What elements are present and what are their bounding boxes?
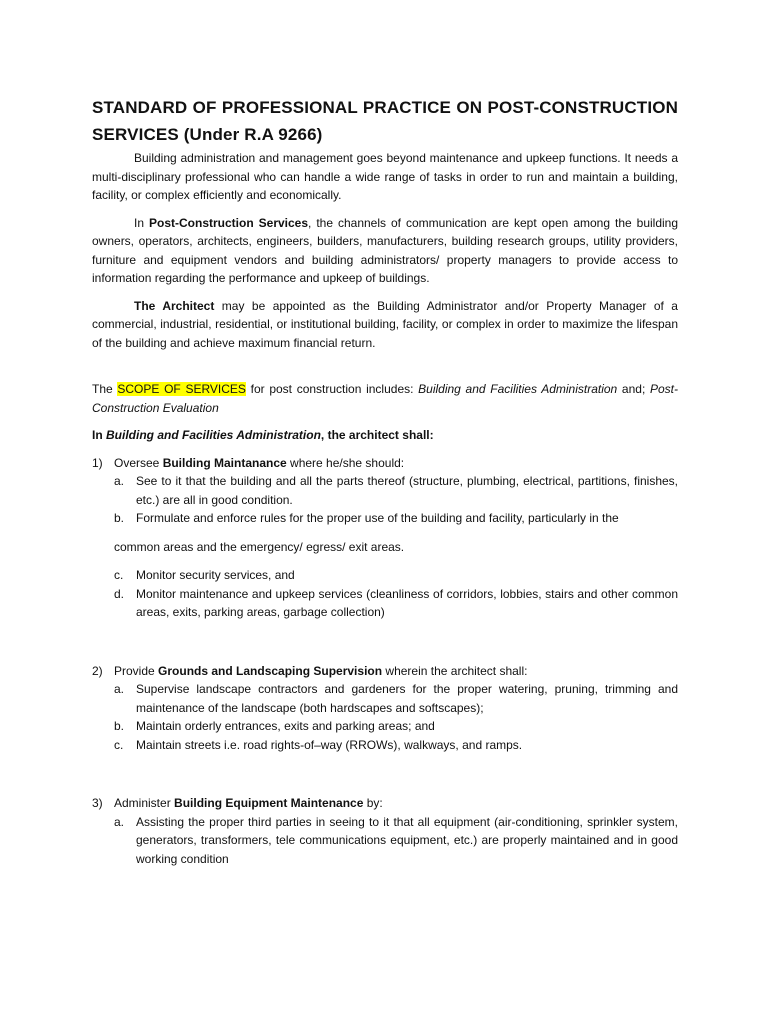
scope-of-services-highlight: SCOPE OF SERVICES: [117, 382, 246, 396]
section-heading: 3) Administer Building Equipment Maintenance by:: [92, 796, 383, 810]
section-equipment-maintenance: [92, 794, 678, 868]
section-grounds-landscaping: [92, 662, 678, 755]
term-post-construction-services: Post-Construction Services: [149, 215, 309, 230]
admin-heading: In Building and Facilities Administration, the architect shall:: [92, 428, 434, 442]
list-item: a. Supervise landscape contractors and gardeners for the proper watering, pruning, trimming and maintenance of the landscape (both hardscapes and softscapes);: [114, 682, 678, 715]
term-the-architect: The Architect: [134, 298, 215, 313]
document-title: STANDARD OF PROFESSIONAL PRACTICE ON POST-CONSTRUCTION SERVICES (Under R.A 9266): [92, 98, 678, 144]
scope-item-evaluation: Post-Construction Evaluation: [92, 382, 678, 415]
list-item: d. Monitor maintenance and upkeep services (cleanliness of corridors, lobbies, stairs and other common areas, exits, parking areas, garbage collection): [114, 586, 678, 619]
section-heading: 1) Oversee Building Maintanance where he/she should:: [92, 455, 405, 470]
list-item: c. Maintain streets i.e. road rights-of–way (RROWs), walkways, and ramps.: [114, 737, 523, 752]
scope-item-administration: Building and Facilities Administration: [418, 382, 618, 396]
paragraph-post-construction: In Post-Construction Services, the channels of communication are kept open among the building owners, operators, architects, engineers, builders, manufacturers, building research groups, utility providers, furniture and equipment vendors and building administrators/ property managers to provide access to information regarding the performance and upkeep of buildings.: [92, 215, 679, 285]
paragraph-scope: The SCOPE OF SERVICES for post construction includes: Building and Facilities Administration and; Post-Construction Evaluation: [92, 382, 678, 415]
list-item-continuation: common areas and the emergency/ egress/ exit areas.: [114, 539, 405, 554]
list-item: a. See to it that the building and all the parts thereof (structure, plumbing, electrical, partitions, finishes, etc.) are all in good condition.: [114, 474, 678, 507]
list-item: b. Maintain orderly entrances, exits and parking areas; and: [114, 719, 435, 733]
list-item: a. Assisting the proper third parties in seeing to it that all equipment (air-conditioning, sprinkler system, generators, transformers, tele communications equipment, etc.) are properly maintained and in good working condition: [114, 814, 678, 866]
section-building-maintenance: [92, 454, 678, 622]
list-item: c. Monitor security services, and: [114, 568, 295, 582]
list-item: b. Formulate and enforce rules for the proper use of the building and facility, particularly in the: [114, 511, 619, 525]
section-heading: 2) Provide Grounds and Landscaping Supervision wherein the architect shall:: [92, 663, 528, 678]
paragraph-architect: The Architect may be appointed as the Building Administrator and/or Property Manager of a commercial, industrial, residential, or institutional building, facility, or complex in order to maximize the lifespan of the building and achieve maximum financial return.: [92, 298, 678, 350]
paragraph-intro: Building administration and management goes beyond maintenance and upkeep functions. It needs a multi-disciplinary professional who can handle a wide range of tasks in order to run and maintain a building, facility, or complex efficiently and economically.: [92, 151, 678, 202]
document-body: [92, 149, 678, 868]
